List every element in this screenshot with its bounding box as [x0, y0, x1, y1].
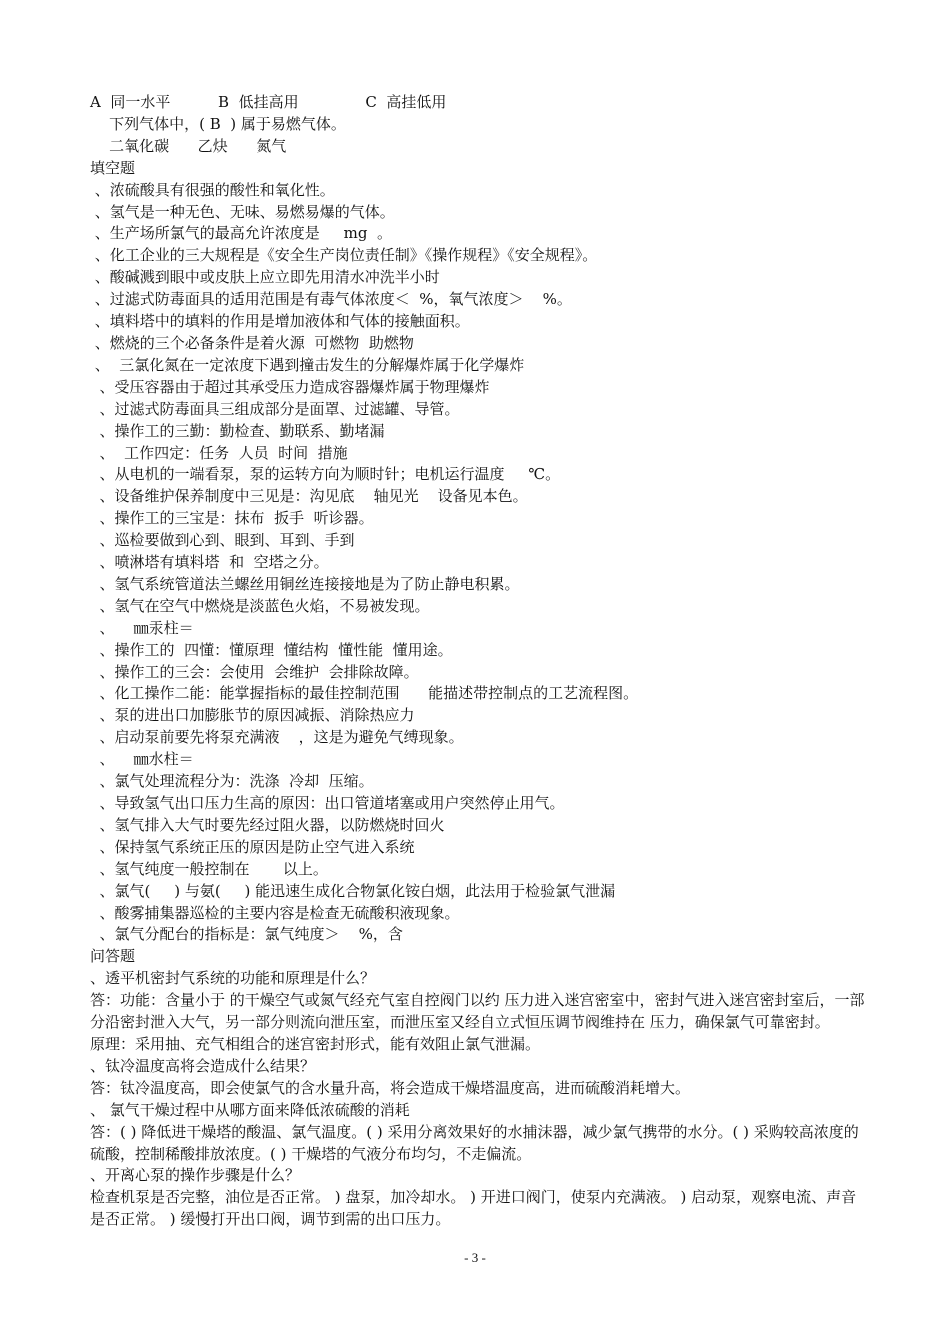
fill-in-item: 、化工企业的三大规程是《安全生产岗位责任制》《操作规程》《安全规程》。 — [90, 246, 598, 265]
fill-in-item: 、保持氢气系统正压的原因是防止空气进入系统 — [90, 837, 415, 856]
fill-in-item: 、 三氯化氮在一定浓度下遇到撞击发生的分解爆炸属于化学爆炸 — [90, 355, 525, 374]
fill-in-heading: 填空题 — [90, 158, 136, 177]
qa-paragraph: 、 氯气干燥过程中从哪方面来降低浓硫酸的消耗 — [90, 1100, 410, 1119]
gas-options-line: 二氧化碳 乙炔 氮气 — [90, 136, 287, 155]
fill-in-item: 、燃烧的三个必备条件是着火源 可燃物 助燃物 — [90, 333, 414, 352]
qa-paragraph: 原理：采用抽、充气相组合的迷宫密封形式，能有效阻止氯气泄漏。 — [90, 1034, 541, 1053]
fill-in-item: 、操作工的三勤：勤检查、勤联系、勤堵漏 — [90, 421, 385, 440]
fill-in-item: 、操作工的三会：会使用 会维护 会排除故障。 — [90, 662, 419, 681]
qa-paragraph: 检查机泵是否完整，油位是否正常。 ) 盘泵，加冷却水。 ) 开进口阀门，使泵内充满液。 ) 启动泵，观察电流、声音是否正常。 ) 缓慢打开出口阀，调节到需的出口压力。 — [90, 1188, 857, 1229]
fill-in-item: 、 ㎜汞柱＝ — [90, 618, 194, 637]
fill-in-item: 、化工操作二能：能掌握指标的最佳控制范围 能描述带控制点的工艺流程图。 — [90, 684, 639, 703]
fill-in-item: 、酸碱溅到眼中或皮肤上应立即先用清水冲洗半小时 — [90, 268, 440, 287]
fill-in-item: 、过滤式防毒面具的适用范围是有毒气体浓度＜ %，氧气浓度＞ %。 — [90, 290, 572, 309]
fill-in-list — [90, 180, 870, 947]
fill-in-item: 、操作工的三宝是：抹布 扳手 听诊器。 — [90, 509, 374, 528]
fill-in-item: 、导致氢气出口压力生高的原因：出口管道堵塞或用户突然停止用气。 — [90, 794, 565, 812]
qa-paragraph: 答：( ) 降低进干燥塔的酸温、氯气温度。( ) 采用分离效果好的水捕沫器，减少氯气携带的水分。( ) 采购较高浓度的硫酸，控制稀酸排放浓度。( ) 干燥塔的气液分布均匀，不走偏流。 — [90, 1122, 859, 1163]
document-page — [90, 92, 870, 1231]
fill-in-item: 、操作工的 四懂：懂原理 懂结构 懂性能 懂用途。 — [90, 640, 453, 659]
fill-in-item: 、填料塔中的填料的作用是增加液体和气体的接触面积。 — [90, 312, 470, 331]
fill-in-item: 、生产场所氯气的最高允许浓度是 mg 。 — [90, 224, 392, 243]
fill-in-item: 、泵的进出口加膨胀节的原因减振、消除热应力 — [90, 706, 415, 725]
fill-in-item: 、氢气是一种无色、无味、易燃易爆的气体。 — [90, 202, 395, 221]
fill-in-item: 、氢气在空气中燃烧是淡蓝色火焰，不易被发现。 — [90, 596, 430, 615]
qa-paragraph: 、透平机密封气系统的功能和原理是什么？ — [90, 969, 376, 988]
fill-in-item: 、 工作四定：任务 人员 时间 措施 — [90, 443, 348, 462]
page-number: - 3 - — [464, 1250, 486, 1265]
fill-in-item: 、受压容器由于超过其承受压力造成容器爆炸属于物理爆炸 — [90, 377, 490, 396]
qa-paragraph: 、开离心泵的操作步骤是什么？ — [90, 1166, 301, 1185]
fill-in-item: 、氢气纯度一般控制在 以上。 — [90, 859, 328, 878]
fill-in-item: 、氢气排入大气时要先经过阻火器，以防燃烧时回火 — [90, 815, 445, 834]
qa-heading: 问答题 — [90, 947, 136, 966]
choice-options-line: A 同一水平 B 低挂高用 C 高挂低用 — [90, 93, 447, 111]
qa-list — [90, 968, 870, 1231]
fill-in-item: 、启动泵前要先将泵充满液 ，这是为避免气缚现象。 — [90, 728, 464, 747]
fill-in-item: 、过滤式防毒面具三组成部分是面罩、过滤罐、导管。 — [90, 399, 460, 418]
fill-in-item: 、酸雾捕集器巡检的主要内容是检查无硫酸积液现象。 — [90, 903, 460, 922]
fill-in-item: 、氯气处理流程分为：洗涤 冷却 压缩。 — [90, 772, 374, 791]
qa-paragraph: 答：钛冷温度高，即会使氯气的含水量升高，将会造成干燥塔温度高，进而硫酸消耗增大。 — [90, 1078, 691, 1097]
fill-in-item: 、氢气系统管道法兰螺丝用铜丝连接接地是为了防止静电积累。 — [90, 574, 520, 593]
fill-in-item: 、氯气( ) 与氨( ) 能迅速生成化合物氯化铵白烟，此法用于检验氯气泄漏 — [90, 881, 616, 900]
fill-in-item: 、从电机的一端看泵，泵的运转方向为顺时针；电机运行温度 ℃。 — [90, 465, 561, 484]
qa-paragraph: 、钛冷温度高将会造成什么结果？ — [90, 1056, 316, 1075]
fill-in-item: 、巡检要做到心到、眼到、耳到、手到 — [90, 531, 355, 550]
qa-paragraph: 答：功能：含量小于 的干燥空气或氮气经充气室自控阀门以约 压力进入迷宫密室中，密封气进入迷宫密封室后，一部分沿密封泄入大气，另一部分则流向泄压室，而泄压室又经自立式恒压调节阀维持在 压力，确保氯气可靠密封。 — [90, 991, 865, 1032]
question-line: 下列气体中，( B ) 属于易燃气体。 — [90, 114, 346, 133]
fill-in-item: 、喷淋塔有填料塔 和 空塔之分。 — [90, 553, 329, 572]
fill-in-item: 、 ㎜水柱＝ — [90, 750, 194, 769]
fill-in-item: 、浓硫酸具有很强的酸性和氧化性。 — [90, 180, 335, 199]
fill-in-item: 、设备维护保养制度中三见是：沟见底 轴见光 设备见本色。 — [90, 487, 528, 506]
fill-in-item: 、氯气分配台的指标是：氯气纯度＞ %，含 — [90, 925, 403, 944]
